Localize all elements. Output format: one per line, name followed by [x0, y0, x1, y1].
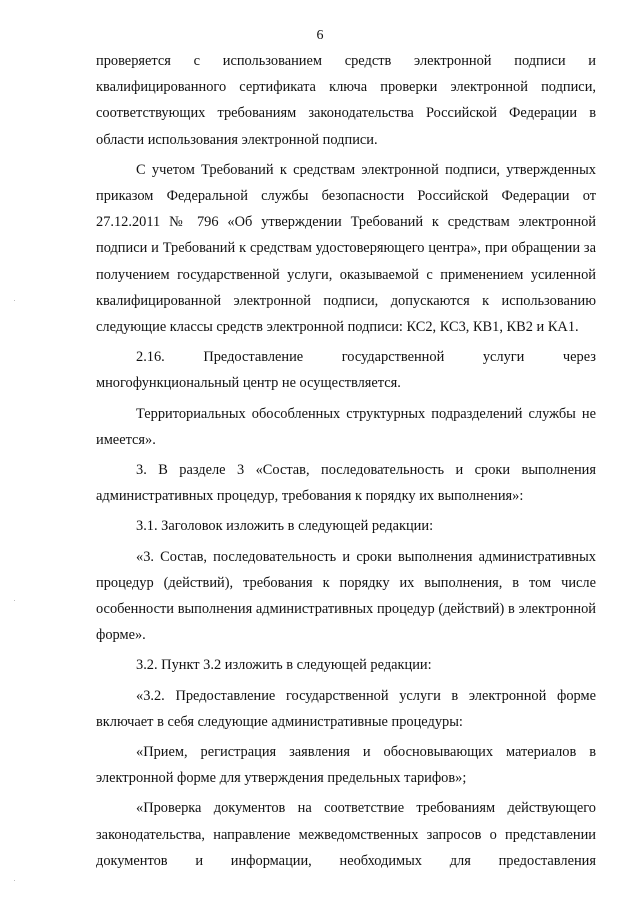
paragraph-7: «3. Состав, последовательность и сроки выполнения административных процедур (действий), требования к порядку их выполнения, в том числе особенности выполнения административных процедур (действий) в электронной форме».	[96, 548, 596, 644]
paragraph-4: Территориальных обособленных структурных подразделений службы не имеется».	[96, 405, 596, 448]
page-number: 6	[316, 28, 324, 43]
paragraph-5: 3. В разделе 3 «Состав, последовательность и сроки выполнения административных процедур, требования к порядку их выполнения»:	[96, 462, 596, 505]
paragraph-3: 2.16. Предоставление государственной услуги через многофункциональный центр не осуществляется.	[96, 349, 596, 392]
paragraph-10: «Прием, регистрация заявления и обосновывающих материалов в электронной форме для утверждения предельных тарифов»;	[96, 744, 596, 787]
paragraph-1: проверяется с использованием средств электронной подписи и квалифицированного сертификата ключа проверки электронной подписи, соответствующих требованиям законодательства Российской Федерации в области использования электронной подписи.	[96, 53, 596, 148]
scan-speck	[14, 880, 15, 881]
document-body	[96, 48, 596, 878]
paragraph-6: 3.1. Заголовок изложить в следующей редакции:	[136, 518, 434, 535]
paragraph-9: «3.2. Предоставление государственной услуги в электронной форме включает в себя следующие административные процедуры:	[96, 687, 596, 730]
paragraph-8: 3.2. Пункт 3.2 изложить в следующей редакции:	[136, 657, 432, 674]
scan-speck	[14, 600, 15, 601]
scan-speck	[14, 300, 15, 301]
paragraph-2: С учетом Требований к средствам электронной подписи, утвержденных приказом Федеральной службы безопасности Российской Федерации от 27.12.2011 № 796 «Об утверждении Требований к средствам электронной подписи и Требований к средствам удостоверяющего центра», при обращении за получением государственной услуги, оказываемой с применением усиленной квалифицированной электронной подписи, допускаются к использованию следующие классы средств электронной подписи: КС2, КС3, КВ1, КВ2 и КА1.	[96, 161, 596, 336]
paragraph-11: «Проверка документов на соответствие требованиям действующего законодательства, направление межведомственных запросов о представлении документов и информации, необходимых для предоставления	[96, 800, 596, 869]
